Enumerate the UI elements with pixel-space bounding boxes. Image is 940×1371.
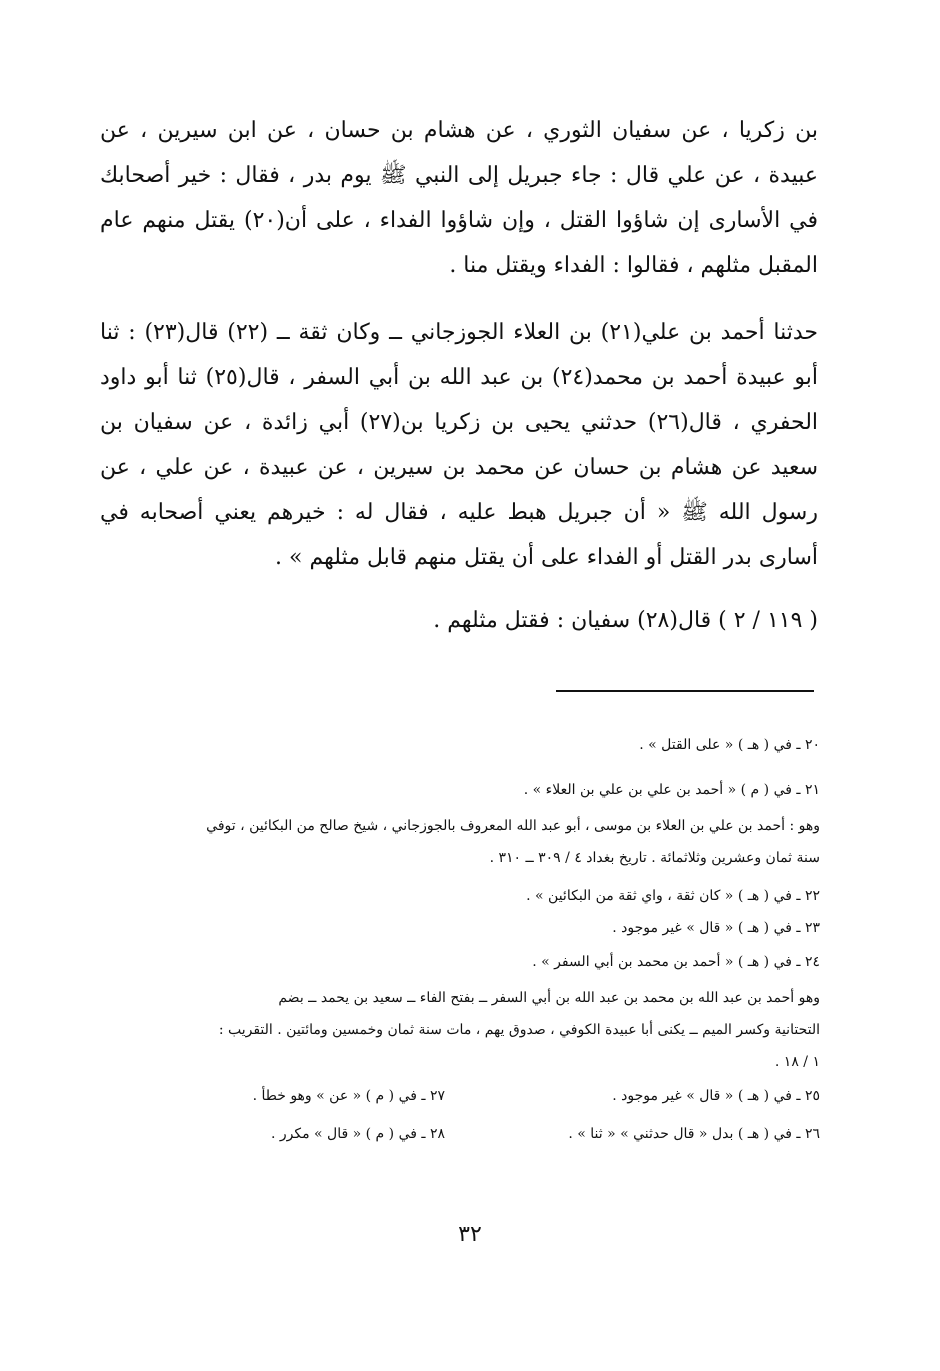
main-paragraph-2: حدثنا أحمد بن علي(٢١) بن العلاء الجوزجاني ــ وكان ثقة ــ (٢٢) قال(٢٣) : ثنا أبو عبيدة أحمد بن محمد(٢٤) بن عبد الله بن أبي السفر ، قال(٢٥) ثنا أبو داود الحفري ، قال(٢٦) حدثني يحيى بن زكريا بن(٢٧) أبي زائدة ، عن سفيان بن سعيد عن هشام بن حسان عن محمد بن سيرين ، عن عبيدة ، عن علي ، عن رسول الله ﷺ « أن جبريل هبط عليه ، فقال له : خيرهم يعني أصحابه في أسارى بدر القتل أو الفداء على أن يقتل منهم قابل مثلهم » . xyxy=(100,320,819,570)
footnote-24-line-4: ١ / ١٨ . xyxy=(774,1054,820,1070)
footnote-20: ٢٠ ـ في ( هـ ) « على القتل » . xyxy=(639,737,820,753)
footnote-21-line-3: سنة ثمان وعشرين وثلاثمائة . تاريخ بغداد ٤ / ٣٠٩ ــ ٣١٠ . xyxy=(489,850,820,866)
footnote-21-line-2: وهو : أحمد بن علي بن العلاء بن موسى ، أبو عبد الله المعروف بالجوزجاني ، شيخ صالح من البكائين ، توفي xyxy=(206,818,820,834)
footnote-22: ٢٢ ـ في ( هـ ) « كان ثقة ، واي ثقة من البكائين » . xyxy=(526,888,820,904)
footnote-28: ٢٨ ـ في ( م ) « قال » مكرر . xyxy=(270,1126,445,1142)
footnote-25: ٢٥ ـ في ( هـ ) « قال » غير موجود . xyxy=(612,1088,820,1104)
footnote-21: ٢١ ـ في ( م ) « أحمد بن علي بن علي بن العلاء » . xyxy=(523,782,820,798)
footnote-24-line-2: وهو أحمد بن عبد الله بن محمد بن عبد الله بن أبي السفر ــ بفتح الفاء ــ سعيد بن يحمد ــ بضم xyxy=(278,990,820,1006)
main-paragraph-1: بن زكريا ، عن سفيان الثوري ، عن هشام بن حسان ، عن ابن سيرين ، عن عبيدة ، عن علي قال : جاء جبريل إلى النبي ﷺ يوم بدر ، فقال : خير أصحابك في الأسارى إن شاؤوا القتل ، وإن شاؤوا الفداء ، على أن(٢٠) يقتل منهم عام المقبل مثلهم ، فقالوا : الفداء ويقتل منا . xyxy=(100,118,818,278)
page-reference-line: ( ١١٩ / ٢ ) قال(٢٨) سفيان : فقتل مثلهم . xyxy=(433,608,818,633)
page-number: ٣٢ xyxy=(458,1222,482,1247)
footnote-divider xyxy=(556,690,814,692)
footnote-27: ٢٧ ـ في ( م ) « عن » وهو خطأ . xyxy=(252,1088,445,1104)
footnote-24-line-3: التحتانية وكسر الميم ــ يكنى أبا عبيدة الكوفي ، صدوق يهم ، مات سنة ثمان وخمسين ومائتين . التقريب : xyxy=(218,1022,820,1038)
footnote-26: ٢٦ ـ في ( هـ ) بدل « قال حدثني » « ثنا » . xyxy=(568,1126,820,1142)
footnote-24: ٢٤ ـ في ( هـ ) « أحمد بن محمد بن أبي السفر » . xyxy=(532,954,820,970)
footnote-23: ٢٣ ـ في ( هـ ) « قال » غير موجود . xyxy=(612,920,820,936)
